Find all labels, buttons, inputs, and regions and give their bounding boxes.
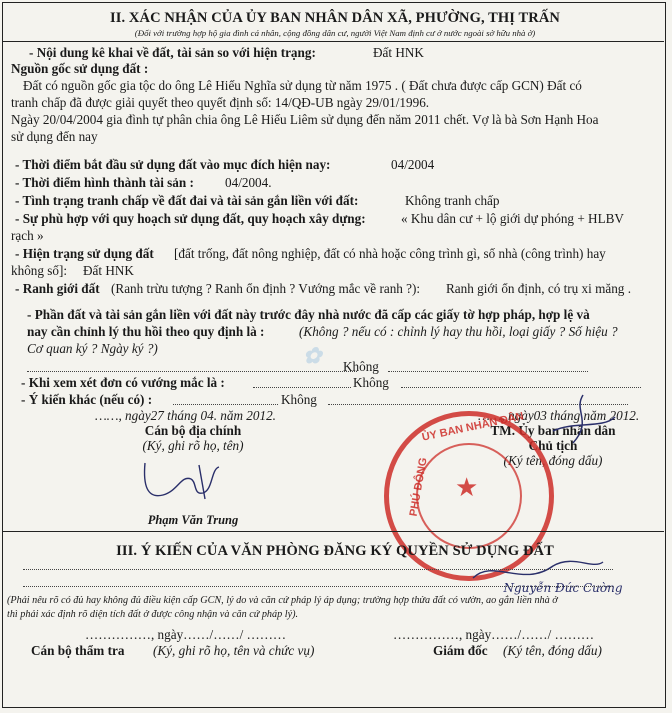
divider xyxy=(3,41,664,42)
reviewer-title: Cán bộ thẩm tra xyxy=(31,643,125,658)
document-page xyxy=(2,2,666,708)
chairman-title: Chủ tịch xyxy=(528,438,578,453)
cadastral-officer-signature xyxy=(133,455,253,507)
dotted-line xyxy=(23,586,613,587)
dotted-line xyxy=(253,387,351,388)
cadastral-officer-note: (Ký, ghi rõ họ, tên) xyxy=(142,438,244,453)
origin-line-1: Đất có nguồn gốc gia tộc do ông Lê Hiếu Nghĩa sử dụng từ năm 1975 . ( Đất chưa được cấp GCN) Đất có xyxy=(23,78,582,93)
section-3-note-2: thì phải xác định rõ diện tích đất ở được công nhận và căn cứ pháp lý). xyxy=(7,609,299,620)
section-3-title: III. Ý KIẾN CỦA VĂN PHÒNG ĐĂNG KÝ QUYỀN SỬ DỤNG ĐẤT xyxy=(116,543,554,559)
chairman-date: ……, ngày03 tháng năm 2012. xyxy=(478,408,640,423)
start-use-value: 04/2004 xyxy=(391,157,435,172)
status-label: - Hiện trạng sử dụng đất xyxy=(15,246,154,261)
section-2-subtitle: (Đối với trường hợp hộ gia đình cá nhân, cộng đồng dân cư, người Việt Nam định cư ở nước ngoài sở hữu nhà ở) xyxy=(134,28,536,38)
prior-cert-line-2: nay cần chỉnh lý thu hồi theo quy định là : xyxy=(27,324,265,339)
seal-text-side: PHÚ ĐÔNG xyxy=(407,456,430,518)
dispute-label: - Tình trạng tranh chấp về đất đai và tài sản gắn liền với đất: xyxy=(15,193,359,208)
petition-label: - Khi xem xét đơn có vướng mắc là : xyxy=(21,375,225,390)
director-date: ……………, ngày……/……/ ……… xyxy=(393,627,595,642)
dotted-line xyxy=(388,371,588,372)
seal-text-top: ỦY BAN NHÂN DÂN xyxy=(420,410,525,444)
origin-line-3: Ngày 20/04/2004 gia đình tự phân chia ông Lê Hiếu Liêm sử dụng đến năm 2011 chết. Vợ là bà Sơn Hạnh Hoa xyxy=(11,112,599,127)
watermark: ✿ xyxy=(303,343,322,368)
boundary-label: - Ranh giới đất xyxy=(15,281,100,296)
other-opinion-value: Không xyxy=(281,392,317,407)
other-opinion-label: - Ý kiến khác (nếu có) : xyxy=(21,392,153,407)
committee-title: TM. Ủy ban nhân dân xyxy=(490,423,616,438)
origin-label: Nguồn gốc sử dụng đất : xyxy=(11,61,149,76)
cadastral-officer-title: Cán bộ địa chính xyxy=(144,423,242,438)
prior-cert-line-1: - Phần đất và tài sản gắn liền với đất này trước đây nhà nước đã cấp các giấy tờ hợp pháp, hợp lệ và xyxy=(27,307,590,322)
reviewer-note: (Ký, ghi rõ họ, tên và chức vụ) xyxy=(153,643,315,658)
dotted-line xyxy=(27,371,357,372)
chairman-note: (Ký tên, đóng dấu) xyxy=(503,453,603,468)
section-2-title: II. XÁC NHẬN CỦA ỦY BAN NHÂN DÂN XÃ, PHƯỜNG, THỊ TRẤN xyxy=(110,10,560,26)
cadastral-officer-date: ……, ngày27 tháng 04. năm 2012. xyxy=(95,408,276,423)
content-label: - Nội dung kê khai về đất, tài sản so với hiện trạng: xyxy=(29,45,316,60)
boundary-value: Ranh giới ổn định, có trụ xi măng . xyxy=(446,281,631,296)
asset-time-label: - Thời điểm hình thành tài sản : xyxy=(15,175,194,190)
origin-line-2: tranh chấp đã được giải quyết theo quyết định số: 14/QĐ-UB ngày 29/01/1996. xyxy=(11,95,430,110)
prior-cert-note-2: Cơ quan ký ? Ngày ký ?) xyxy=(27,341,158,356)
dispute-value: Không tranh chấp xyxy=(405,193,500,208)
status-value: Đất HNK xyxy=(83,263,134,278)
content-value: Đất HNK xyxy=(373,45,424,60)
planning-value-1: « Khu dân cư + lộ giới dự phóng + HLBV xyxy=(401,211,624,226)
director-title: Giám đốc xyxy=(433,643,488,658)
section-3-note-1: (Phải nêu rõ có đủ hay không đủ điều kiện cấp GCN, lý do và căn cứ pháp lý áp dụng; trường hợp thửa đất có vườn, ao gắn liền nhà ở xyxy=(7,595,558,606)
status-note-2: không số]: xyxy=(11,263,68,278)
prior-cert-value: Không xyxy=(343,359,379,374)
cadastral-officer-name: Phạm Văn Trung xyxy=(147,513,239,527)
director-note: (Ký tên, đóng dấu) xyxy=(503,643,602,658)
dotted-line xyxy=(173,404,278,405)
planning-label: - Sự phù hợp với quy hoạch sử dụng đất, quy hoạch xây dựng: xyxy=(15,211,366,226)
status-note-1: [đất trống, đất nông nghiệp, đất có nhà hoặc công trình gì, số nhà (công trình) hay xyxy=(174,246,606,261)
origin-line-4: sử dụng đến nay xyxy=(11,129,98,144)
chairman-name: Nguyễn Đức Cường xyxy=(503,581,623,595)
dotted-line xyxy=(23,569,613,570)
petition-value: Không xyxy=(353,375,389,390)
divider xyxy=(3,531,664,532)
reviewer-date: ……………, ngày……/……/ ……… xyxy=(85,627,287,642)
planning-value-2: rạch » xyxy=(11,228,44,243)
asset-time-value: 04/2004. xyxy=(225,175,272,190)
boundary-note: (Ranh trừu tượng ? Ranh ổn định ? Vướng mắc về ranh ?): xyxy=(111,281,421,296)
chairman-signature-top xyxy=(523,391,623,451)
prior-cert-note-1: (Không ? nếu có : chỉnh lý hay thu hồi, loại giấy ? Số hiệu ? xyxy=(299,324,618,339)
start-use-label: - Thời điểm bắt đầu sử dụng đất vào mục đích hiện nay: xyxy=(15,157,331,172)
star-icon: ★ xyxy=(455,473,479,502)
dotted-line xyxy=(401,387,641,388)
